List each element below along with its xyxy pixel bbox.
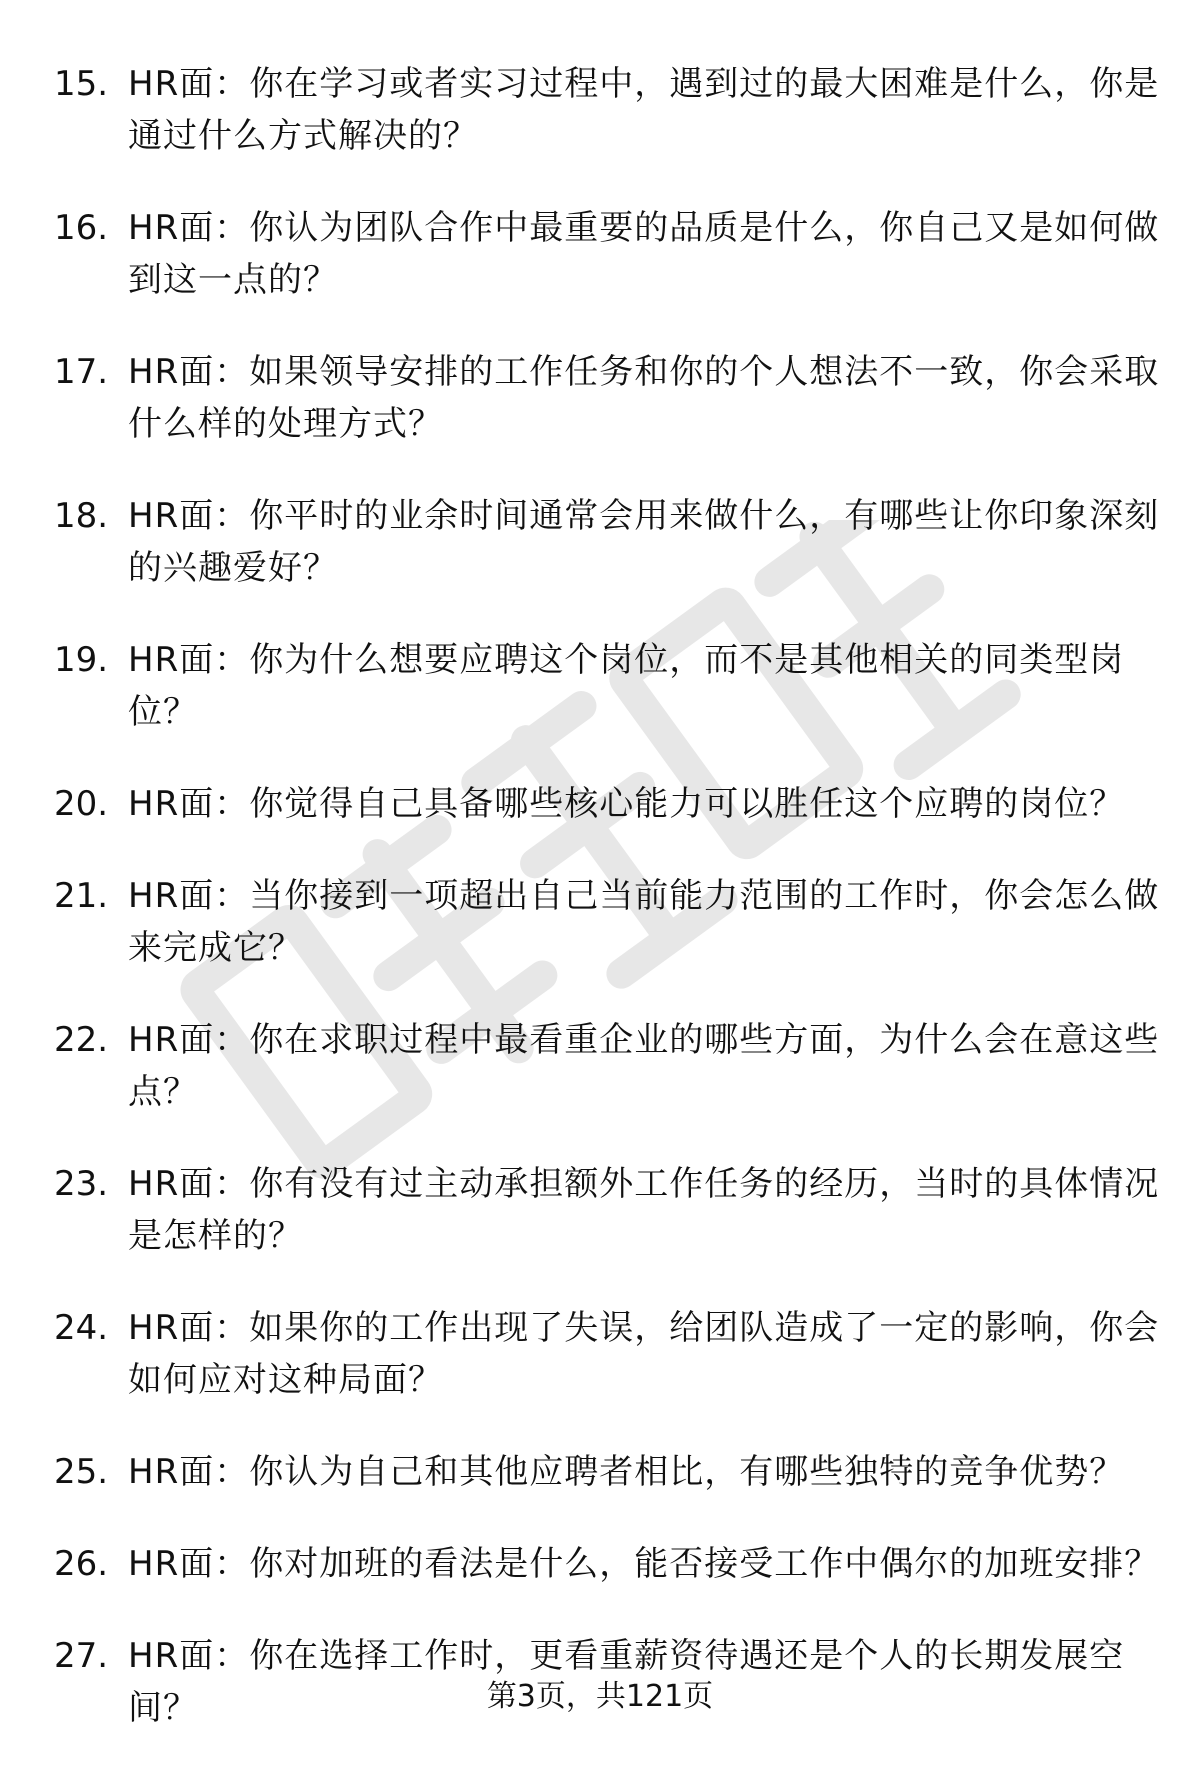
question-text: HR面：你觉得自己具备哪些核心能力可以胜任这个应聘的岗位？: [128, 784, 1125, 824]
question-text: HR面：你在学习或者实习过程中，遇到过的最大困难是什么，你是通过什么方式解决的？: [128, 64, 1160, 156]
question-text: HR面：当你接到一项超出自己当前能力范围的工作时，你会怎么做来完成它？: [128, 876, 1160, 968]
question-item: [54, 346, 1164, 450]
question-number: 15.: [54, 64, 109, 104]
question-text: HR面：你有没有过主动承担额外工作任务的经历，当时的具体情况是怎样的？: [128, 1164, 1160, 1256]
page-number: 第3页，共121页: [486, 1679, 714, 1714]
question-item: [54, 1446, 1164, 1498]
question-number: 18.: [54, 496, 109, 536]
question-item: [54, 490, 1164, 594]
question-list: [54, 58, 1164, 1774]
question-item: [54, 634, 1164, 738]
question-item: [54, 1158, 1164, 1262]
page-footer: [0, 1677, 1200, 1717]
question-number: 23.: [54, 1164, 109, 1204]
question-text: HR面：你在选择工作时，更看重薪资待遇还是个人的长期发展空间？: [128, 1636, 1125, 1728]
question-item: [54, 202, 1164, 306]
question-text: HR面：你对加班的看法是什么，能否接受工作中偶尔的加班安排？: [128, 1544, 1160, 1584]
question-text: HR面：你认为团队合作中最重要的品质是什么，你自己又是如何做到这一点的？: [128, 208, 1160, 300]
question-text: HR面：你平时的业余时间通常会用来做什么，有哪些让你印象深刻的兴趣爱好？: [128, 496, 1160, 588]
question-number: 21.: [54, 876, 109, 916]
question-text: HR面：你为什么想要应聘这个岗位，而不是其他相关的同类型岗位？: [128, 640, 1125, 732]
question-item: [54, 778, 1164, 830]
question-number: 27.: [54, 1636, 109, 1676]
question-number: 20.: [54, 784, 109, 824]
question-item: [54, 58, 1164, 162]
question-number: 22.: [54, 1020, 109, 1060]
question-text: HR面：如果领导安排的工作任务和你的个人想法不一致，你会采取什么样的处理方式？: [128, 352, 1160, 444]
question-number: 26.: [54, 1544, 109, 1584]
question-item: [54, 1302, 1164, 1406]
question-text: HR面：你在求职过程中最看重企业的哪些方面，为什么会在意这些点？: [128, 1020, 1160, 1112]
question-text: HR面：你认为自己和其他应聘者相比，有哪些独特的竞争优势？: [128, 1452, 1125, 1492]
question-number: 17.: [54, 352, 109, 392]
question-text: HR面：如果你的工作出现了失误，给团队造成了一定的影响，你会如何应对这种局面？: [128, 1308, 1160, 1400]
question-number: 16.: [54, 208, 109, 248]
question-number: 19.: [54, 640, 109, 680]
question-number: 24.: [54, 1308, 109, 1348]
question-item: [54, 1014, 1164, 1118]
question-number: 25.: [54, 1452, 109, 1492]
question-item: [54, 870, 1164, 974]
question-item: [54, 1538, 1164, 1590]
